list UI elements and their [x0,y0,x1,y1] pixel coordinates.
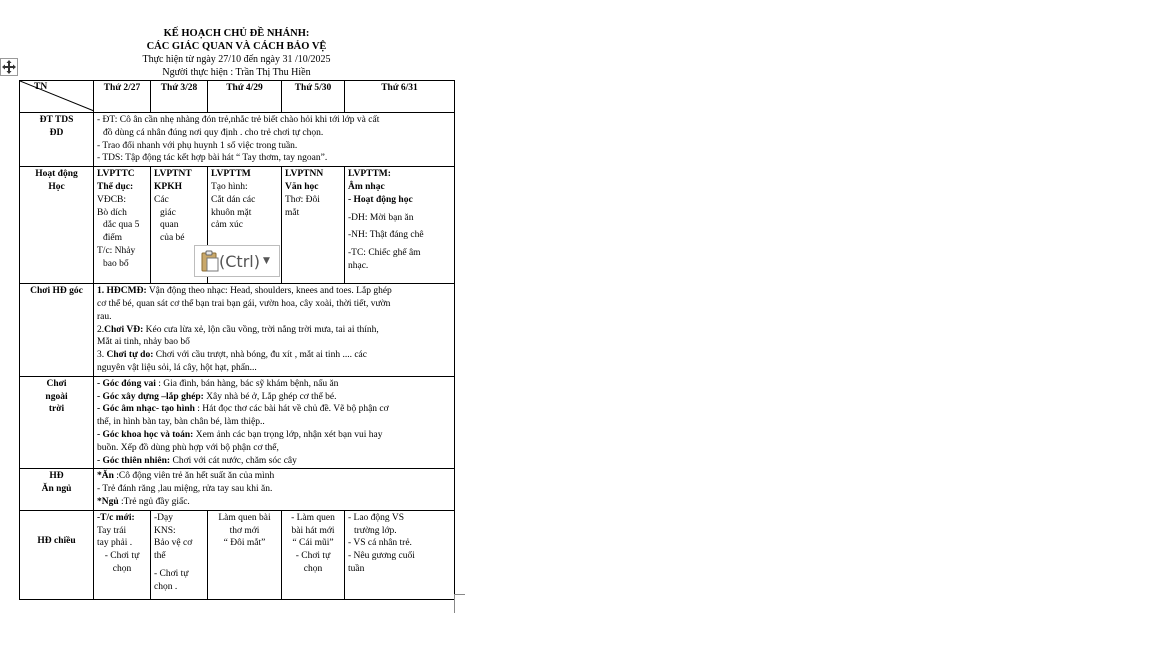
text-line: tuần [348,563,365,574]
text-line: nguyên vật liệu sỏi, lá cây, hột hạt, phấn... [97,362,257,373]
text-line: Cắt dán các [211,194,256,205]
text-line: buồn. Xếp đồ dùng phù hợp với bộ phận cơ thể, [97,442,279,453]
day-header-mon: Thứ 2/27 [94,81,151,113]
meals-content[interactable] [94,469,455,510]
text-line: Tạo hình: [211,181,248,192]
period-line: Thực hiện từ ngày 27/10 đến ngày 31 /10/2025 [142,54,331,65]
text-line: nhạc. [348,260,369,271]
text-line [97,285,451,298]
text-line: - Làm quen [291,512,335,523]
text-line: Âm nhạc [348,181,385,192]
text-line: chọn [303,563,323,574]
learning-thu[interactable] [282,167,345,284]
text-line: KNS: [154,525,176,536]
teacher-line: Người thực hiện : Trần Thị Thu Hiền [162,67,311,78]
text-line: thể, in hình bàn tay, bàn chân bé, làm thiệp.. [97,417,265,428]
text-line [97,470,451,483]
text-line: điểm [103,233,122,244]
text-line: LVPTTC [97,169,135,180]
text-line: - Chơi tự [295,551,331,562]
text-line: -T/c mới: [97,512,135,523]
page-corner-marker [454,594,465,613]
text-line: Văn học [285,181,319,192]
bold-label: *Ngủ [97,496,119,507]
text-line: Bảo vệ cơ [154,538,193,549]
text-line: - Chơi tự [104,551,140,562]
bold-label: *Ăn [97,471,114,482]
text-line: - TDS: Tập động tác kết hợp bài hát “ Tay thơm, tay ngoan”. [97,153,328,164]
corner-label: TN [34,82,48,92]
row-label-outdoor [20,376,94,469]
move-arrows-icon [2,60,16,74]
text-line: cơ thể bé, quan sát cơ thể bạn trai bạn gái, vườn hoa, cây xoài, thời tiết, vườn [97,298,391,309]
table-row-outdoor [20,376,455,469]
text-line: - ĐT: Cô ân cần nhẹ nhàng đón trẻ,nhắc trẻ biết chào hỏi khi tới lớp và cất [97,115,380,125]
day-header-wed: Thứ 4/29 [208,81,282,113]
table-header-row [20,81,455,113]
text-line: tay phải . [97,538,133,549]
afternoon-fri[interactable] [345,510,455,599]
text-line: của bé [160,233,185,244]
text-span: Kéo cưa lừa xẻ, lộn cầu vồng, trời nắng trời mưa, tai ai thính, [143,324,379,335]
text-line: LVPTNN [285,169,324,180]
day-header-thu: Thứ 5/30 [282,81,345,113]
row-label-meals [20,469,94,510]
text-line: Thể dục: [97,181,134,192]
learning-fri[interactable] [345,167,455,284]
text-line: VĐCB: [97,194,127,205]
afternoon-wed[interactable] [208,510,282,599]
table-row-afternoon [20,510,455,599]
bold-label: - Góc âm nhạc- tạo hình [97,404,195,415]
day-header-fri: Thứ 6/31 [345,81,455,113]
text-line: LVPTTM: [348,169,391,180]
row-label-line: trời [48,404,65,415]
text-line [97,391,451,404]
row-label-welcome [20,113,94,167]
text-span: : Gia đình, bán hàng, bác sỹ khám bệnh, nấu ăn [155,378,339,389]
text-span: :Cô động viên trẻ ăn hết suất ăn của mình [113,471,275,482]
bold-label: Chơi VĐ: [104,324,144,335]
bold-label: - Góc đóng vai [97,378,156,389]
corner-cell [20,81,94,113]
afternoon-tue[interactable] [151,510,208,599]
text-line: - Lao động VS [348,512,405,523]
text-line: dắc qua 5 [103,220,140,231]
afternoon-thu[interactable] [282,510,345,599]
day-header-tue: Thứ 3/28 [151,81,208,113]
corner-play-content[interactable] [94,284,455,377]
text-span: 3. [97,350,107,361]
table-row-corner-play [20,284,455,377]
table-row-meals [20,469,455,510]
caret-down-icon: ▼ [262,256,270,266]
text-line: Bò dích [97,207,127,218]
text-line [97,378,451,391]
text-line: thể [154,551,166,562]
text-line: “ Đôi mắt” [223,538,266,549]
row-label-line: HĐ [49,471,64,482]
table-row-welcome [20,113,455,167]
text-line: KPKH [154,181,182,192]
row-label-line: Học [48,181,65,192]
welcome-content[interactable] [94,113,455,167]
document-header [19,27,454,79]
row-label-line: ngoài [45,391,68,402]
text-line: - Trao đổi nhanh với phụ huynh 1 số việc trong tuần. [97,140,298,151]
text-line: quan [160,220,179,231]
text-line: bao bố [103,258,129,269]
text-line: Mắt ai tinh, nhảy bao bố [97,337,190,348]
text-line: thơ mới [229,525,260,536]
table-move-handle-icon[interactable] [0,58,18,76]
text-line: -TC: Chiếc ghế âm [348,248,421,259]
row-label-line: ĐD [49,127,64,138]
text-line: giác [160,207,176,218]
text-span: Xây nhà bé ở, Lắp ghép cơ thể bé. [203,391,337,402]
text-line: bài hát mới [291,525,335,536]
text-span: Chơi với cầu trượt, nhà bóng, đu xít , mắt ai tinh .... các [153,350,367,361]
text-line: - VS cá nhân trẻ. [348,538,412,549]
text-line: -DH: Mời bạn ăn [348,212,414,223]
bold-label: - Góc thiên nhiên: [97,455,171,466]
text-line: khuôn mặt [211,207,252,218]
text-line: Tay trái [97,525,127,536]
outdoor-content[interactable] [94,376,455,469]
text-line: T/c: Nhảy [97,245,136,256]
row-label-corner-play: Chơi HĐ góc [20,284,94,377]
text-line [97,429,451,442]
paste-options-label: (Ctrl) [219,251,260,271]
title-line-1: KẾ HOẠCH CHỦ ĐỀ NHÁNH: [163,28,310,39]
text-line: chọn [112,563,132,574]
text-line [97,455,451,468]
text-line: LVPTTM [211,169,251,180]
text-span: Xem ảnh các bạn trọng lớp, nhận xét bạn vui hay [193,429,383,440]
row-label-line: Chơi [46,378,67,389]
row-label-learning [20,167,94,284]
bold-label: - Góc xây dựng –lắp ghép: [97,391,204,402]
text-span: Vận động theo nhạc: Head, shoulders, knees and toes. Lắp ghép [146,286,392,297]
bold-label: Chơi tự do: [106,350,154,361]
text-line [97,496,451,509]
row-label-line: Hoạt động [35,169,78,180]
text-line: - Trẻ đánh răng ,lau miệng, rửa tay sau khi ăn. [97,484,273,495]
text-line: rau. [97,311,112,322]
text-line: “ Cái mũi” [292,538,334,549]
text-line: Làm quen bài [218,512,271,523]
bold-label: - Góc khoa học và toán: [97,429,194,440]
text-line [97,349,451,362]
learning-mon[interactable] [94,167,151,284]
afternoon-mon[interactable] [94,510,151,599]
weekly-plan-table [19,80,455,600]
paste-options-button[interactable] [194,245,280,277]
text-line: -Dạy [154,512,173,523]
text-line: chọn . [154,581,178,592]
text-span: : Hát đọc thơ các bài hát về chủ đề. Vẽ bộ phận cơ [194,404,389,415]
text-line: Thơ: Đôi [285,194,320,205]
row-label-afternoon: HĐ chiều [20,510,94,599]
text-line: -NH: Thật đáng chê [348,230,424,241]
text-line [97,403,451,416]
text-line: LVPTNT [154,169,192,180]
row-label-line: Ăn ngủ [41,484,72,495]
text-line: mắt [285,207,300,218]
text-line: - Chơi tự [154,568,189,579]
text-line: đồ dùng cá nhân đúng nơi quy định . cho trẻ chơi tự chọn. [103,127,324,138]
clipboard-icon [201,250,219,272]
text-line: Các [154,194,169,205]
text-span: 2. [97,324,105,335]
bold-label: 1. HĐCMĐ: [97,286,147,297]
text-span: Chơi với cát nước, chăm sóc cây [170,455,297,466]
title-line-2: CÁC GIÁC QUAN VÀ CÁCH BẢO VỆ [146,41,327,52]
text-line: cảm xúc [211,220,243,231]
text-line: trường lớp. [354,525,397,536]
text-line: - Hoạt động học [348,194,413,205]
text-span: :Trẻ ngủ đầy giấc. [118,496,190,507]
text-line: - Nêu gương cuối [348,551,415,562]
row-label-line: ĐT TDS [39,115,74,125]
text-line [97,324,451,337]
